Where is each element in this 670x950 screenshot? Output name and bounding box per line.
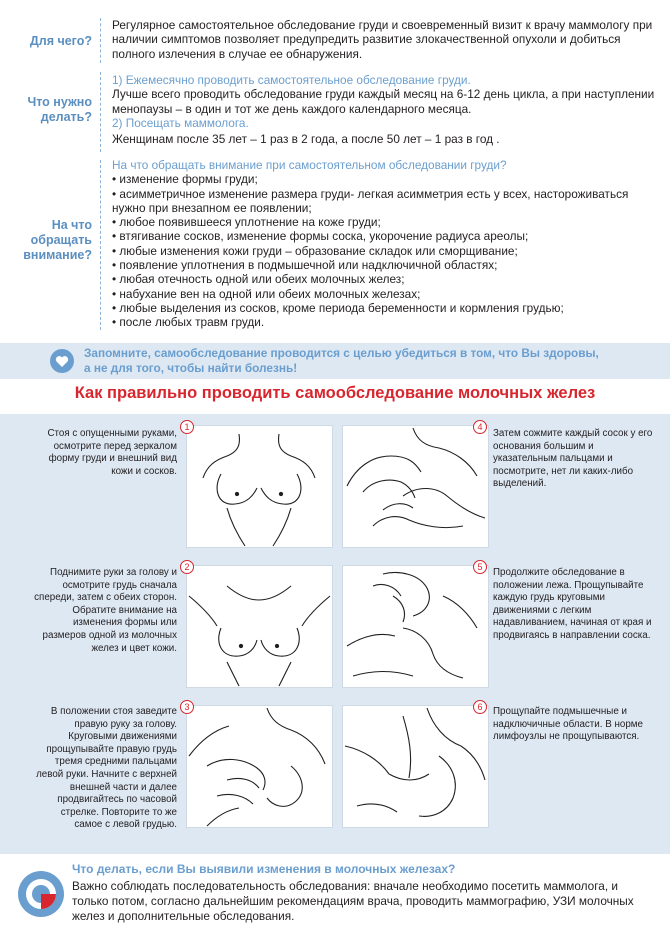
step-5-text: Продолжите обследование в положении лежа. Прощупывайте каждую грудь круговыми движениями с легким надавливанием, начиная от края и продвигаясь в направлении соска. <box>493 567 652 641</box>
step-2-text: Поднимите руки за голову и осмотрите грудь сначала спереди, затем с обеих сторон. Обратите внимание на изменения формы или размеров одной из молочных желез и цвет кожи. <box>34 567 177 654</box>
main-title: Как правильно проводить самообследование молочных желез <box>74 384 596 402</box>
attention-label-line3: внимание? <box>23 248 92 262</box>
step-4-illustration <box>342 425 489 548</box>
what-label-line1: Что нужно <box>27 95 92 109</box>
attention-item: • любые выделения из сосков, кроме периода беременности и кормления грудью; <box>112 300 564 315</box>
remember-banner <box>0 343 670 379</box>
attention-label <box>10 218 92 263</box>
remember-line2: а не для того, чтобы найти болезнь! <box>84 361 298 375</box>
what-text <box>112 73 662 146</box>
attention-item: • любые изменения кожи груди – образование складок или сморщивание; <box>112 243 518 258</box>
attention-title: На что обращать внимание при самостоятельном обследовании груди? <box>112 158 507 172</box>
step-1-illustration <box>186 425 333 548</box>
why-divider <box>100 18 101 63</box>
attention-item: • изменение формы груди; <box>112 172 258 187</box>
what-item2-title: 2) Посещать маммолога. <box>112 115 249 130</box>
what-item2-text: Женщинам после 35 лет – 1 раз в 2 года, а после 50 лет – 1 раз в год . <box>112 132 500 147</box>
step-1-text: Стоя с опущенными руками, осмотрите перед зеркалом форму груди и внешний вид кожи и сосков. <box>47 428 177 477</box>
step-2-number: 2 <box>180 560 194 574</box>
step-3-number: 3 <box>180 700 194 714</box>
what-item1-text: Лучше всего проводить обследование груди каждый месяц на 6-12 день цикла, а при наступлении менопаузы – в один и тот же день каждого календарного месяца. <box>112 87 655 116</box>
what-item1-title: 1) Ежемесячно проводить самостоятельное обследование груди. <box>112 73 471 87</box>
attention-item: • набухание вен на одной или обеих молочных железах; <box>112 286 421 301</box>
step-6-text: Прощупайте подмышечные и надключичные области. В норме лимфоузлы не прощупываются. <box>493 706 643 743</box>
attention-divider <box>100 160 101 330</box>
attention-text <box>112 158 662 330</box>
attention-item: • появление уплотнения в подмышечной или надключичной областях; <box>112 258 498 273</box>
step-3-illustration <box>186 705 333 828</box>
step-5-number: 5 <box>473 560 487 574</box>
why-label: Для чего? <box>29 34 92 48</box>
remember-text <box>84 346 644 376</box>
remember-line1: Запомните, самообследование проводится с целью убедиться в том, что Вы здоровы, <box>84 346 599 360</box>
step-2-illustration <box>186 565 333 688</box>
what-label <box>10 95 92 125</box>
what-label-line2: делать? <box>40 110 92 124</box>
what-divider <box>100 72 101 152</box>
step-5-illustration <box>342 565 489 688</box>
attention-label-line1: На что <box>51 218 92 232</box>
step-6-number: 6 <box>473 700 487 714</box>
attention-item: • любое появившееся уплотнение на коже груди; <box>112 215 381 230</box>
step-4-number: 4 <box>473 420 487 434</box>
step-1-number: 1 <box>180 420 194 434</box>
attention-item: • после любых травм груди. <box>112 315 265 330</box>
step-4-text: Затем сожмите каждый сосок у его основания большим и указательным пальцами и посмотрите, нет ли каких-либо выделений. <box>493 428 653 490</box>
attention-item: • втягивание сосков, изменение формы соска, укорочение радиуса ареолы; <box>112 229 529 244</box>
why-text: Регулярное самостоятельное обследование груди и своевременный визит к врачу маммологу при наличии симптомов позволяет предупредить развитие злокачественной опухоли и добиться полного излечения в случае ее обнаружения. <box>112 18 653 61</box>
step-6-illustration <box>342 705 489 828</box>
heart-icon <box>50 349 74 373</box>
bottom-text: Важно соблюдать последовательность обследования: вначале необходимо посетить маммолога, и только потом, согласно дальнейшим рекомендациям врача, проводить маммографию, УЗИ молочных желез и дополнительные обследования. <box>72 879 634 923</box>
attention-item: • любая отечность одной или обеих молочных желез; <box>112 272 405 287</box>
step-3-text: В положении стоя заведите правую руку за голову. Круговыми движениями прощупывайте правую грудь тремя средними пальцами левой руки. Начните с верхней внешней части и далее продвигайтесь по часовой стрелке. Повторите то же самое с левой грудью. <box>36 706 177 831</box>
bottom-question: Что делать, если Вы выявили изменения в молочных железах? <box>72 862 456 876</box>
clinic-logo-icon <box>18 871 64 917</box>
attention-label-line2: обращать <box>30 233 92 247</box>
attention-item: • асимметричное изменение размера груди- легкая асимметрия есть у всех, настороживаться нужно при внезапном ее появлении; <box>112 186 629 215</box>
